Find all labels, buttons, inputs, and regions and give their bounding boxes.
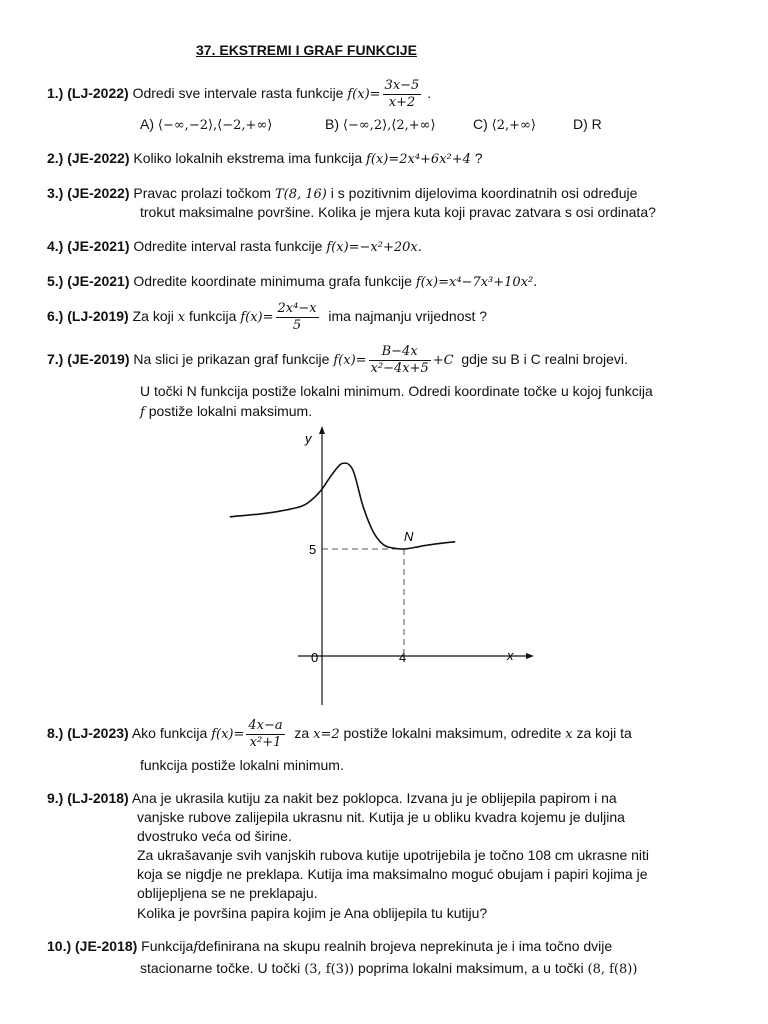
fraction: $\frac{3x-5}{x+2}$ (384, 78, 420, 110)
x-tick-label: 4 (399, 650, 407, 665)
fraction: $\frac{4x-a}{\text{x²+1}}$ (248, 718, 283, 750)
fraction: $\frac{B-4x}{\text{x²−4x+5}}$ (370, 344, 429, 376)
question-number: 1.) (LJ-2022) (47, 85, 129, 102)
x-axis-arrow (526, 653, 534, 659)
question-9-line: koja se nigdje ne preklapa. Kutija ima maksimalno moguć obujam i papiri kojima je (137, 866, 648, 882)
y-axis-label: y (305, 431, 312, 446)
question-3-line2: trokut maksimalne površine. Kolika je mjera kuta koji pravac zatvara s osi ordinata? (140, 204, 656, 220)
question-3: 3.) (JE-2022) Pravac prolazi točkom T(8, 16) i s pozitivnim dijelovima koordinatnih osi određuje (47, 185, 638, 202)
fraction: $\frac{\text{2x⁴−x}}{5}$ (277, 301, 317, 333)
question-9-line: vanjske rubove zalijepila ukrasnu nit. Kutija je u obliku kvadra kojemu je duljina (137, 809, 625, 825)
option-a: A) ⟨−∞,−2⟩,⟨−2,+∞⟩ (140, 116, 273, 133)
question-8-line2: funkcija postiže lokalni minimum. (140, 757, 344, 773)
question-9-line: dvostruko veća od širine. (137, 828, 292, 844)
option-b: B) ⟨−∞,2⟩,⟨2,+∞⟩ (325, 116, 436, 133)
question-text: Odredi sve intervale rasta funkcije (132, 85, 344, 102)
question-10: 10.) (JE-2018) Funkcijafdefinirana na skupu realnih brojeva neprekinuta je i ima točno dvije (47, 938, 613, 955)
option-d: D) R (573, 116, 602, 132)
question-9-line: Kolika je površina papira kojim je Ana oblijepila tu kutiju? (137, 905, 488, 921)
x-axis-label: x (507, 648, 514, 663)
function-lhs: f(x)= (347, 87, 381, 103)
question-1: 1.) (LJ-2022) Odredi sve intervale rasta funkcije f(x)= $\frac{3x-5}{x+2}$ . (47, 78, 432, 110)
question-9: 9.) (LJ-2018) Ana je ukrasila kutiju za nakit bez poklopca. Izvana ju je oblijepila papirom i na (47, 790, 617, 806)
function-expression: f(x)=2x⁴+6x²+4 (366, 152, 471, 167)
option-c: C) ⟨2,+∞⟩ (473, 116, 536, 133)
page-title: 37. EKSTREMI I GRAF FUNKCIJE (196, 42, 417, 58)
origin-label: 0 (311, 650, 319, 665)
point-n-label: N (404, 529, 414, 544)
question-7-line3: f postiže lokalni maksimum. (140, 403, 313, 420)
question-7: 7.) (JE-2019) Na slici je prikazan graf funkcije f(x)= $\frac{B-4x}{\text{x²−4x+5}}$ +C gdje su B i C realni brojevi. (47, 344, 628, 376)
question-6: 6.) (LJ-2019) Za koji x funkcija f(x)= $\frac{\text{2x⁴−x}}{5}$ ima najmanju vrijednost ? (47, 301, 488, 333)
function-curve (230, 463, 456, 549)
question-9-line: Za ukrašavanje svih vanjskih rubova kutije upotrijebila je točno 108 cm ukrasne niti (137, 847, 650, 863)
question-4: 4.) (JE-2021) Odredite interval rasta funkcije f(x)=−x²+20x. (47, 238, 422, 255)
question-8: 8.) (LJ-2023) Ako funkcija f(x)= $\frac{4x-a}{\text{x²+1}}$ za x=2 postiže lokalni maksimum, odredite x za koji ta (47, 718, 632, 750)
question-2: 2.) (JE-2022) Koliko lokalnih ekstrema ima funkcija f(x)=2x⁴+6x²+4 ? (47, 150, 483, 167)
question-9-line: oblijepljena se ne preklapaju. (137, 885, 318, 901)
point-t: T(8, 16) (274, 187, 327, 202)
y-axis-arrow (319, 426, 325, 434)
question-5: 5.) (JE-2021) Odredite koordinate minimuma grafa funkcije f(x)=x⁴−7x³+10x². (47, 273, 538, 290)
question-10-line2: stacionarne točke. U točki (3, f(3)) poprima lokalni maksimum, a u točki (8, f(8)) (140, 960, 638, 977)
question-7-line2: U točki N funkcija postiže lokalni minimum. Odredi koordinate točke u kojoj funkcija (140, 383, 653, 399)
y-tick-label: 5 (309, 542, 317, 557)
